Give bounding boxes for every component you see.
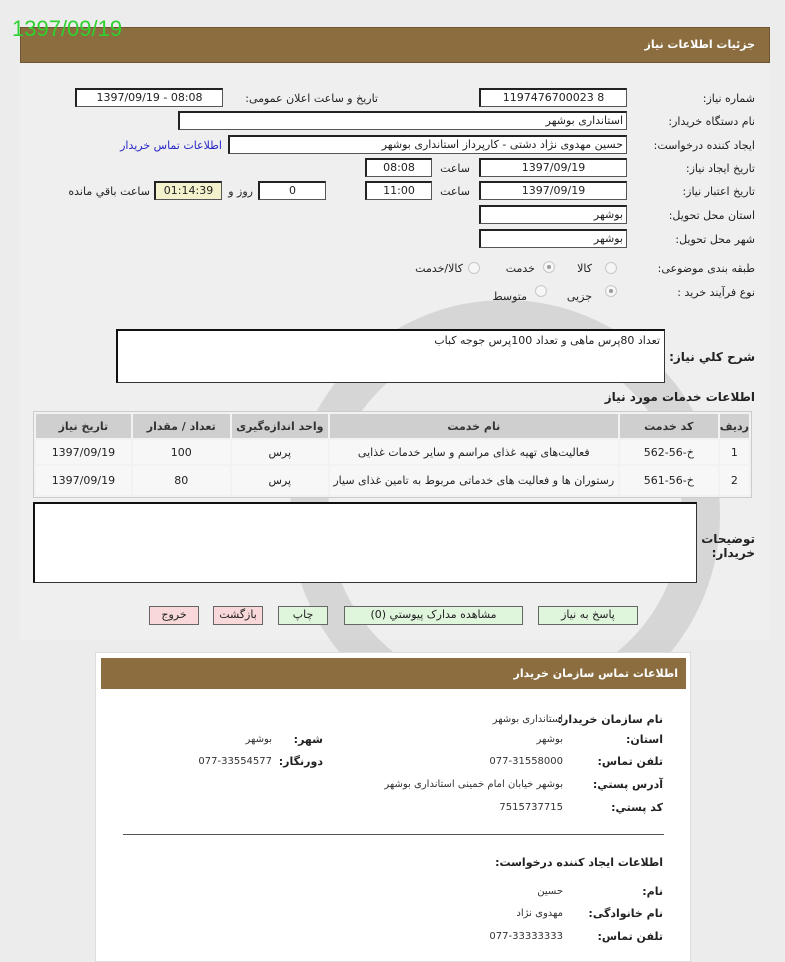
province-field[interactable]: بوشهر xyxy=(479,205,627,224)
valid-time-label: ساعت xyxy=(440,185,470,198)
buyer-field[interactable]: استانداری بوشهر xyxy=(178,111,627,130)
divider xyxy=(123,834,664,835)
process-option-medium: متوسط xyxy=(492,290,527,303)
process-radio-medium[interactable] xyxy=(535,285,547,297)
contact-card-header xyxy=(101,658,686,689)
table-row xyxy=(36,466,749,495)
org-label: نام سازمان خریدار: xyxy=(557,713,663,726)
days-field[interactable]: 0 xyxy=(258,181,326,200)
reply-button[interactable]: پاسخ به نیاز xyxy=(538,606,638,625)
category-option-goods: کالا xyxy=(577,262,592,275)
description-label: شرح کلي نياز: xyxy=(669,350,755,364)
created-date-field[interactable]: 1397/09/19 xyxy=(479,158,627,177)
family-value: مهدوی نژاد xyxy=(516,908,563,919)
col-date: تاریخ نیاز xyxy=(36,414,131,438)
cell-date: 1397/09/19 xyxy=(36,466,131,495)
city-value: بوشهر xyxy=(245,734,272,745)
date-stamp: 1397/09/19 xyxy=(12,16,123,41)
contact-card-title: اطلاعات تماس سازمان خریدار xyxy=(513,667,678,680)
fax-label: دورنگار: xyxy=(278,755,323,768)
address-label: آدرس پستي: xyxy=(592,778,663,791)
creator-phone-value: 077-33333333 xyxy=(489,931,563,942)
notes-label: توضیحات خریدار: xyxy=(701,532,755,560)
creator-label: ایجاد کننده درخواست: xyxy=(653,139,755,152)
phone-value: 077-31558000 xyxy=(489,756,563,767)
phone-label: تلفن تماس: xyxy=(597,755,663,768)
valid-label: تاریخ اعتبار نیاز: xyxy=(682,185,755,198)
days-label: روز و xyxy=(228,185,253,198)
province-value: بوشهر xyxy=(536,734,563,745)
process-option-minor: جزیی xyxy=(566,290,592,303)
category-option-both: کالا/خدمت xyxy=(415,262,463,275)
category-radio-both[interactable] xyxy=(468,262,480,274)
city-label: شهر: xyxy=(293,733,323,746)
services-table xyxy=(33,411,752,498)
valid-date-field[interactable]: 1397/09/19 xyxy=(479,181,627,200)
cell-unit: پرس xyxy=(232,466,328,495)
category-radio-service[interactable] xyxy=(543,261,555,273)
cell-qty: 100 xyxy=(133,440,230,464)
announce-field[interactable]: 1397/09/19 - 08:08 xyxy=(75,88,223,107)
cell-row: 1 xyxy=(720,440,749,464)
name-value: حسین xyxy=(537,886,563,897)
need-number-label: شماره نیاز: xyxy=(702,92,755,105)
attachments-button[interactable]: مشاهده مدارک پیوستي (0) xyxy=(344,606,523,625)
category-option-service: خدمت xyxy=(505,262,535,275)
description-textarea[interactable]: تعداد 80پرس ماهی و تعداد 100پرس جوجه کباب xyxy=(116,329,665,383)
name-label: نام: xyxy=(642,885,663,898)
fax-value: 077-33554577 xyxy=(198,756,272,767)
table-row xyxy=(36,440,749,464)
creator-field[interactable]: حسین مهدوی نژاد دشتی - کارپرداز استانداری بوشهر xyxy=(228,135,627,154)
city-label: شهر محل تحویل: xyxy=(675,233,755,246)
created-label: تاریخ ایجاد نیاز: xyxy=(685,162,755,175)
remaining-label: ساعت باقي مانده xyxy=(68,185,150,198)
province-label: استان: xyxy=(626,733,663,746)
valid-time-field[interactable]: 11:00 xyxy=(365,181,432,200)
notes-textarea[interactable] xyxy=(33,502,697,583)
need-number-field[interactable]: 1197476700023 8 xyxy=(479,88,627,107)
announce-label: تاریخ و ساعت اعلان عمومی: xyxy=(245,92,378,105)
buyer-label: نام دستگاه خریدار: xyxy=(668,115,755,128)
page-header xyxy=(20,27,770,63)
creator-section-title: اطلاعات ایجاد کننده درخواست: xyxy=(495,856,663,869)
page-title: جزئیات اطلاعات نیاز xyxy=(644,38,755,51)
postal-label: کد پستي: xyxy=(611,801,663,814)
col-qty: تعداد / مقدار xyxy=(133,414,230,438)
buyer-contact-link[interactable]: اطلاعات تماس خریدار xyxy=(120,139,222,152)
postal-value: 7515737715 xyxy=(499,802,563,813)
created-time-field[interactable]: 08:08 xyxy=(365,158,432,177)
back-button[interactable]: بازگشت xyxy=(213,606,263,625)
col-name: نام خدمت xyxy=(330,414,618,438)
cell-code: خ-56-562 xyxy=(620,440,718,464)
exit-button[interactable]: خروج xyxy=(149,606,199,625)
family-label: نام خانوادگی: xyxy=(588,907,663,920)
category-radio-goods[interactable] xyxy=(605,262,617,274)
process-label: نوع فرآیند خرید : xyxy=(677,286,755,299)
buyer-contact-card xyxy=(95,652,691,962)
col-code: کد خدمت xyxy=(620,414,718,438)
category-label: طبقه بندی موضوعی: xyxy=(657,262,755,275)
cell-row: 2 xyxy=(720,466,749,495)
cell-name: فعالیت‌های تهیه غذای مراسم و سایر خدمات غذایی xyxy=(330,440,618,464)
cell-code: خ-56-561 xyxy=(620,466,718,495)
col-row: ردیف xyxy=(720,414,749,438)
address-value: بوشهر خیابان امام خمینی استانداری بوشهر xyxy=(384,779,563,790)
city-field[interactable]: بوشهر xyxy=(479,229,627,248)
cell-date: 1397/09/19 xyxy=(36,440,131,464)
cell-unit: پرس xyxy=(232,440,328,464)
services-title: اطلاعات خدمات مورد نیاز xyxy=(604,390,755,404)
province-label: استان محل تحویل: xyxy=(668,209,755,222)
cell-qty: 80 xyxy=(133,466,230,495)
process-radio-minor[interactable] xyxy=(605,285,617,297)
print-button[interactable]: چاپ xyxy=(278,606,328,625)
cell-name: رستوران ها و فعالیت های خدماتی مربوط به تامین غذای سیار xyxy=(330,466,618,495)
col-unit: واحد اندازه‌گیری xyxy=(232,414,328,438)
creator-phone-label: تلفن تماس: xyxy=(597,930,663,943)
created-time-label: ساعت xyxy=(440,162,470,175)
remaining-time-field: 01:14:39 xyxy=(154,181,222,200)
org-value: استانداری بوشهر xyxy=(492,714,563,725)
